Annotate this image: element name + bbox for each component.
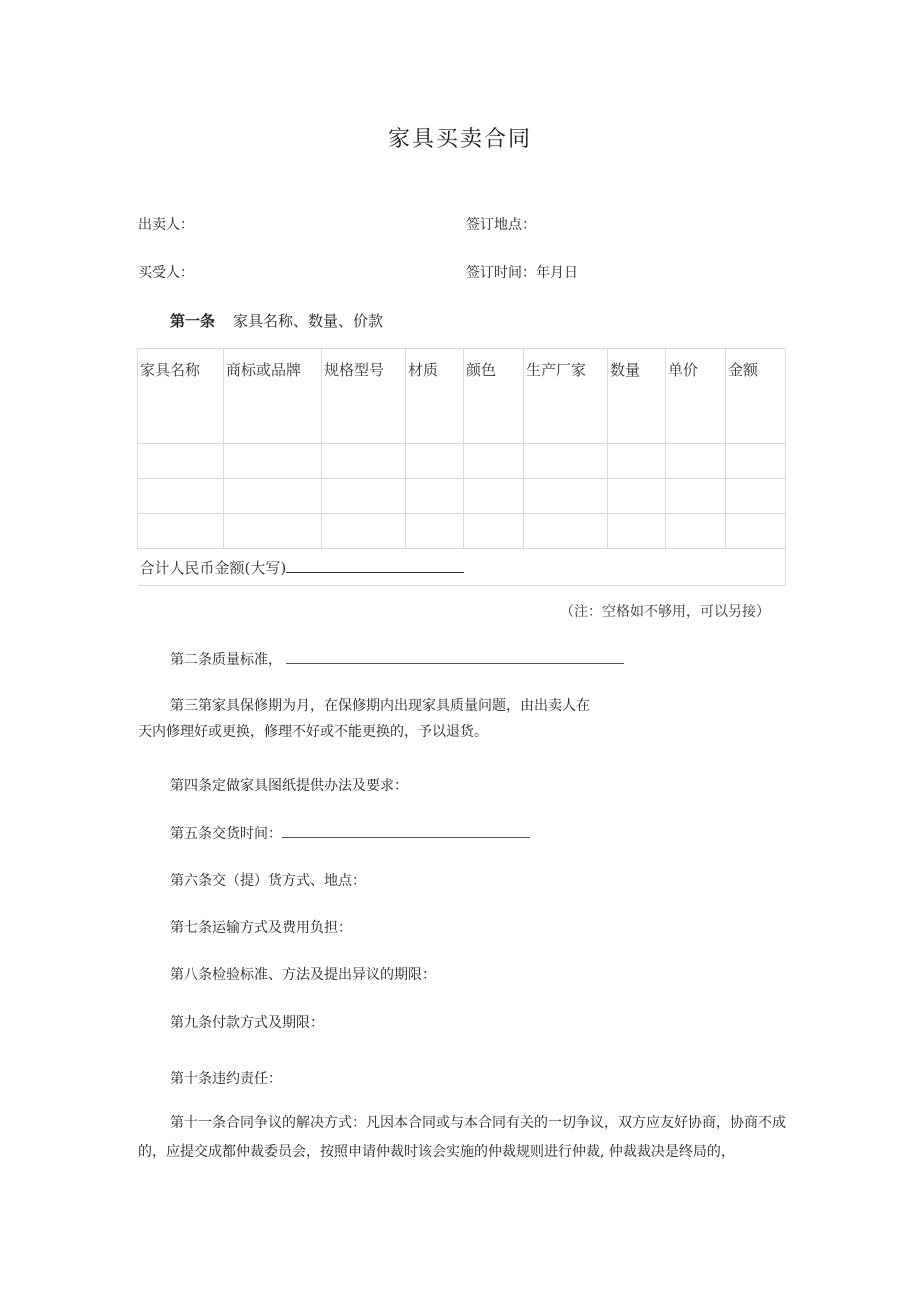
article-5 xyxy=(170,822,530,843)
table-note: （注：空格如不够用，可以另接） xyxy=(560,604,770,620)
document-title: 家具买卖合同 xyxy=(387,127,532,152)
article-5-blank xyxy=(282,822,530,838)
table-cell xyxy=(138,444,224,479)
table-cell xyxy=(524,479,608,514)
table-cell xyxy=(224,514,322,549)
column-header: 金额 xyxy=(726,349,786,444)
table-cell xyxy=(726,444,786,479)
article-3-line-2: 天内修理好或更换，修理不好或不能更换的，予以退货。 xyxy=(138,724,488,740)
table-header-row xyxy=(138,349,786,444)
buyer-field: 买受人： xyxy=(138,265,194,281)
goods-table xyxy=(137,348,786,586)
table-cell xyxy=(464,444,524,479)
table-cell xyxy=(138,514,224,549)
total-amount-blank xyxy=(286,558,464,573)
seller-field: 出卖人： xyxy=(138,217,194,233)
article-1-heading xyxy=(170,310,383,331)
table-cell xyxy=(464,514,524,549)
article-10: 第十条违约责任： xyxy=(170,1071,282,1087)
table-cell xyxy=(524,444,608,479)
article-8: 第八条检验标准、方法及提出异议的期限： xyxy=(170,967,436,983)
column-header: 规格型号 xyxy=(322,349,406,444)
table-cell xyxy=(608,444,666,479)
table-cell xyxy=(666,479,726,514)
article-2-text: 第二条质量标准， xyxy=(170,652,282,668)
signing-time-field: 签订时间：年月日 xyxy=(466,265,578,281)
column-header: 家具名称 xyxy=(138,349,224,444)
table-row xyxy=(138,514,786,549)
table-cell xyxy=(138,479,224,514)
column-header: 颜色 xyxy=(464,349,524,444)
article-9: 第九条付款方式及期限： xyxy=(170,1015,324,1031)
table-cell xyxy=(608,479,666,514)
table-cell xyxy=(322,444,406,479)
table-cell xyxy=(406,444,464,479)
table-cell xyxy=(464,479,524,514)
column-header: 材质 xyxy=(406,349,464,444)
article-1-label: 第一条 xyxy=(170,312,216,330)
article-5-text: 第五条交货时间： xyxy=(170,826,282,842)
article-6: 第六条交（提）货方式、地点： xyxy=(170,873,366,889)
table-cell xyxy=(726,479,786,514)
total-amount-label: 合计人民币金额(大写) xyxy=(139,558,287,577)
table-cell xyxy=(224,444,322,479)
column-header: 数量 xyxy=(608,349,666,444)
table-cell xyxy=(406,479,464,514)
article-11: 第十一条合同争议的解决方式：凡因本合同或与本合同有关的一切争议，双方应友好协商，协商不成的，应提交成都仲裁委员会，按照申请仲裁时该会实施的仲裁规则进行仲裁, 仲裁裁决是终局的， xyxy=(138,1115,786,1160)
table-cell xyxy=(406,514,464,549)
article-7: 第七条运输方式及费用负担： xyxy=(170,920,352,936)
article-3-line-1: 第三第家具保修期为月，在保修期内出现家具质量问题，由出卖人在 xyxy=(170,698,590,714)
article-1-title: 家具名称、数量、价款 xyxy=(233,312,384,330)
table-cell xyxy=(322,479,406,514)
table-cell xyxy=(608,514,666,549)
table-cell xyxy=(322,514,406,549)
table-total-row xyxy=(138,549,786,586)
total-amount-cell xyxy=(138,549,786,586)
column-header: 单价 xyxy=(666,349,726,444)
article-2 xyxy=(170,648,624,669)
table-row xyxy=(138,479,786,514)
column-header: 商标或品牌 xyxy=(224,349,322,444)
table-cell xyxy=(666,444,726,479)
signing-place-field: 签订地点： xyxy=(466,217,536,233)
table-row xyxy=(138,444,786,479)
article-4: 第四条定做家具图纸提供办法及要求： xyxy=(170,778,408,794)
column-header: 生产厂家 xyxy=(524,349,608,444)
article-2-blank xyxy=(286,648,624,664)
table-cell xyxy=(524,514,608,549)
table-cell xyxy=(666,514,726,549)
table-cell xyxy=(726,514,786,549)
table-cell xyxy=(224,479,322,514)
